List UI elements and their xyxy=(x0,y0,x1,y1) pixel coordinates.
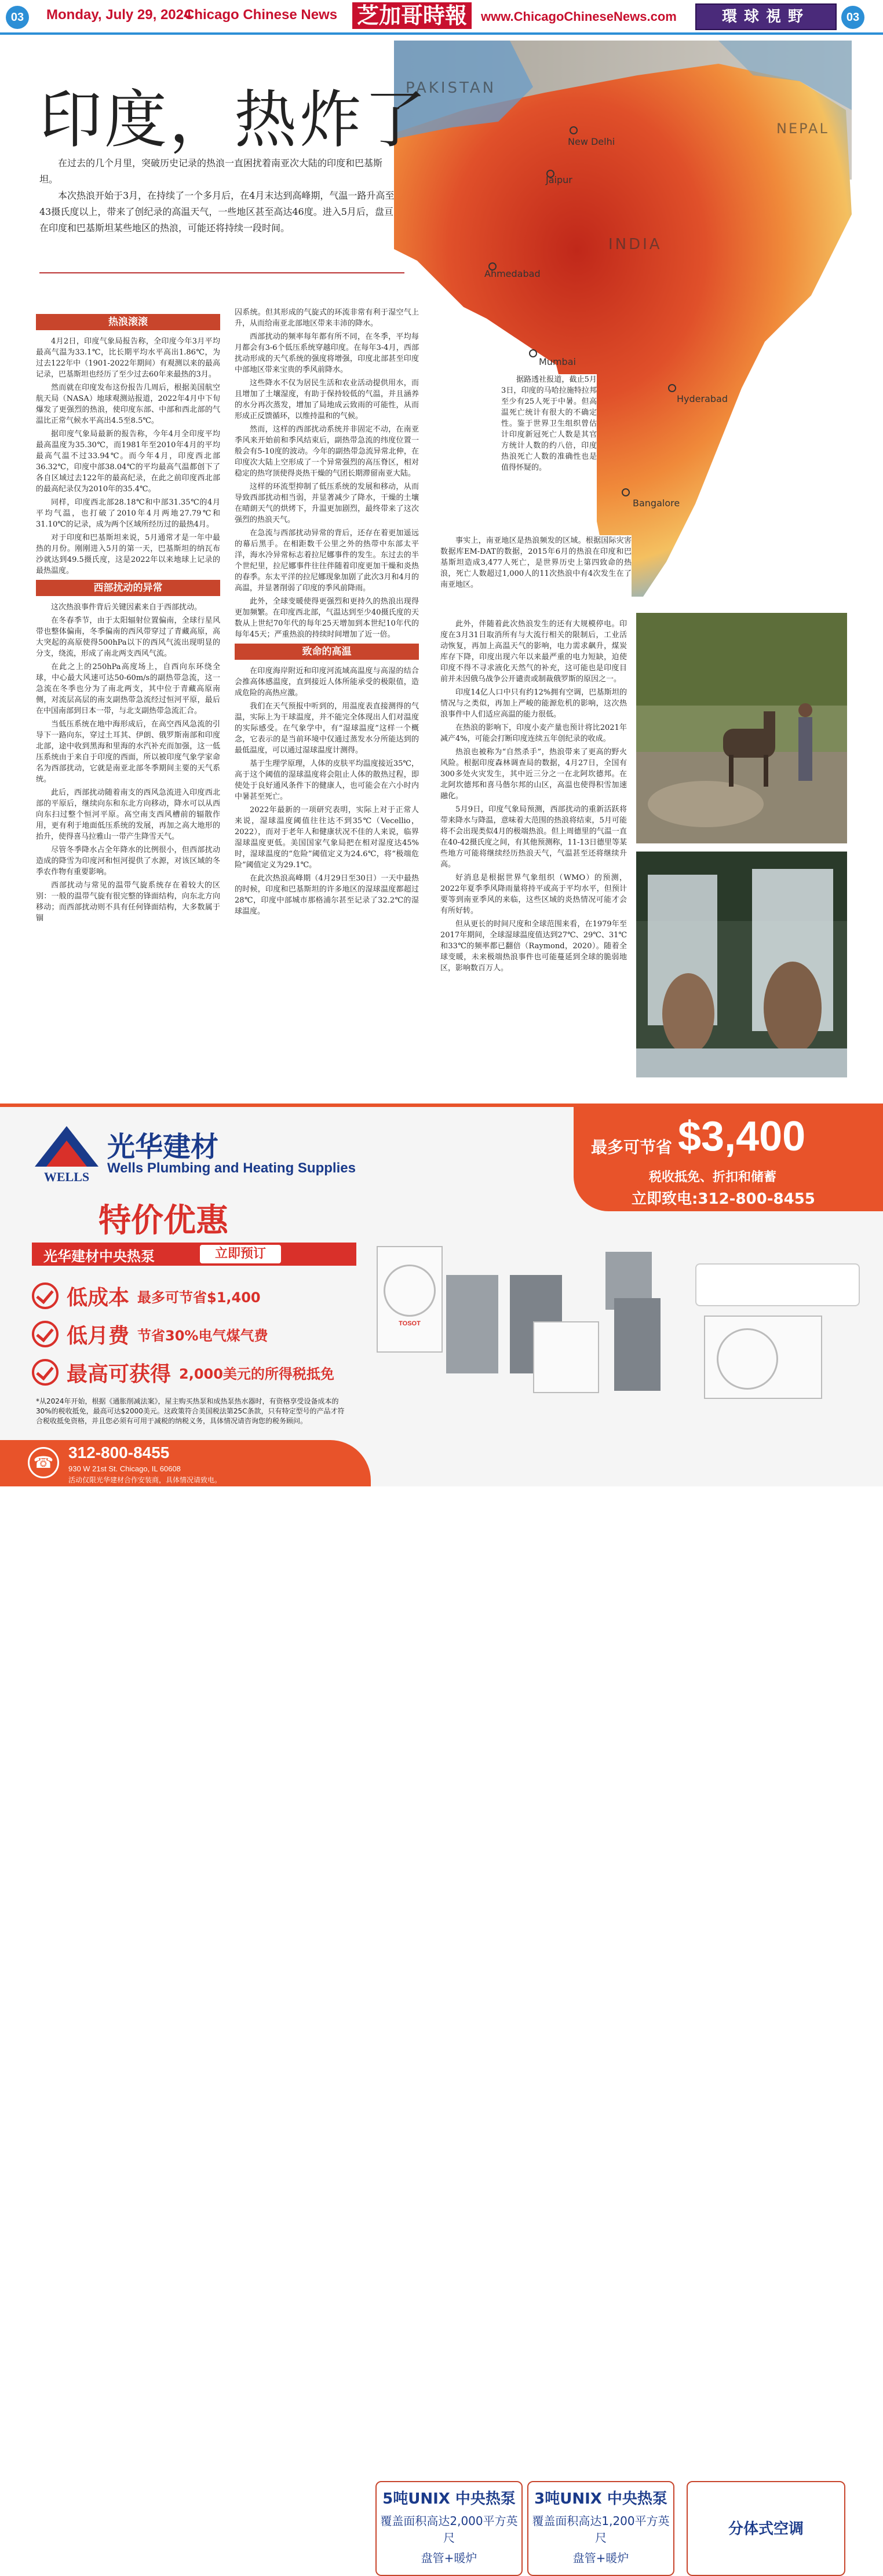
call-now-text[interactable]: 立即致电:312-800-8455 xyxy=(632,1190,815,1208)
feature-sub: 最多可节省$1,400 xyxy=(137,1289,261,1306)
body-paragraph: 当低压系统在地中海形成后，在高空西风急流的引导下一路向东，穿过土耳其、伊朗、俄罗斯南部和印度北部，途中收到黑海和里海的水汽补充而加强，这一低压系统由于来自于印度的西面，所以被印度气象学家命名为西部扰动，它就是南亚北部冬季期间主要的天气系统。 xyxy=(36,720,220,784)
product-title: 5吨UNIX 中央热泵 xyxy=(382,2490,516,2508)
body-paragraph: 这样的环流型抑制了低压系统的发展和移动，从而导致西部扰动相当弱，并显著减少了降水，干燥的土壤在晴朗天气的烘烤下，升温更加剧烈，最终带来了这次强烈的热浪天气。 xyxy=(235,483,419,524)
split-ac-indoor-unit xyxy=(695,1263,860,1306)
feature-sub: 节省30%电气煤气费 xyxy=(137,1327,268,1344)
body-paragraph: 这次热浪事件背后关键因素来自于西部扰动。 xyxy=(51,603,202,612)
lead-paragraph: 在过去的几个月里，突破历史记录的热浪一直困扰着南亚次大陆的印度和巴基斯坦。 xyxy=(39,158,383,185)
man-figure xyxy=(764,962,822,1054)
lead-paragraph: 本次热浪开始于3月，在持续了一个多月后，在4月末达到高峰期，气温一路升高至43摄氏度以上，带来了创纪录的高温天气，一些地区甚至高达46度。进入5月后，盘亘在印度和巴基斯坦某些地区的热浪，可能还将持续一段时间。 xyxy=(39,190,395,233)
body-paragraph: 在热浪的影响下，印度小麦产量也预计将比2021年减产4%，可能会打断印度连续五年创纪录的收成。 xyxy=(440,724,627,743)
label-india: INDIA xyxy=(608,236,662,253)
product-title: 分体式空调 xyxy=(728,2520,804,2538)
fine-print: *从2024年开始，根据《通胀削减法案》，屋主购买热泵和成热泵热水器时，有资格享受设备成本的30%的税收抵免，最高可达$2000美元。这政策符合美国税法第25C条款，只有特定型号的产品才符合税收抵免资格，并且您必须有可用于减税的纳税义务，具体情况请咨询您的税务顾问。 xyxy=(36,1397,345,1425)
body-paragraph: 这些降水不仅为居民生活和农业活动提供用水，而且增加了土壤湿度，有助于保持较低的气温，并且涵养的水分再次蒸发，增加了局地成云致雨的可能性，从而形成正反馈循环，以维持温和的气候。 xyxy=(235,379,419,421)
furnace-unit xyxy=(446,1275,498,1373)
promo-bar-text: 光华建材中央热泵 xyxy=(43,1248,155,1265)
feature-sub: 2,000美元的所得税抵免 xyxy=(179,1365,334,1382)
body-paragraph: 2022年最新的一项研究表明，实际上对于正常人来说，湿球温度阈值往往达不到35℃（Vecellio，2022），而对于老年人和健康状况不佳的人来说，临界湿球温度更低。美国国家气象局把在相对湿度达45%时，湿球温度的“危险”阈值定义为24.6℃，将“极端危险”阈值定义为29.1℃。 xyxy=(235,806,419,869)
product-card-3ton[interactable] xyxy=(527,2481,674,2576)
body-paragraph: 基于生理学原理，人体的皮肤平均温度接近35℃，高于这个阈值的湿球温度将会阻止人体的散热过程，即使处于良好通风条件下的健康人，也可能会在六小时内中暑甚至死亡。 xyxy=(235,759,419,801)
body-paragraph: 此外，伴随着此次热浪发生的还有大规模停电。印度在3月31日取消所有与大流行相关的限制后，工业活动恢复，再加上高温天气的影响，电力需求飙升，煤炭库存下降，印度出现六年以来最严重的电力短缺，迫使印度不得不寻求液化天然气的补充，这可能也是印度目前并未因俄乌战争公开谴责或制裁俄罗斯的原因之一。 xyxy=(440,620,627,684)
savings-banner xyxy=(574,1107,883,1211)
masthead xyxy=(0,0,883,32)
feature-main: 最高可获得 xyxy=(67,1362,172,1386)
savings-label: 最多可节省 xyxy=(591,1138,673,1157)
logo-text: WELLS xyxy=(43,1170,90,1184)
column-3-top xyxy=(501,374,597,534)
book-now-button[interactable]: 立即预订 xyxy=(200,1245,281,1263)
body-paragraph: 在此之上的250hPa高度场上，自西向东环绕全球，中心最大风速可达50-60m/s的副热带急流，这一急流在冬季也分为了南北两支，其中位于青藏高原南侧，对流层高层的南支副热带急流经过恒河平原，最后在中国南部到日本一带，与北支副热带急流汇合。 xyxy=(36,663,220,715)
label-jaipur: Jaipur xyxy=(546,174,572,185)
body-paragraph: 好消息是根据世界气象组织（WMO）的预测，2022年夏季季风降雨量将持平或高于平均水平，但预计要等到南亚季风的来临，这些区域的炎热情况可能才会有所好转。 xyxy=(440,874,627,915)
feature-tax-credit xyxy=(32,1356,334,1389)
body-paragraph: 5月9日，印度气象局预测，西部扰动的重新活跃将带来降水与降温，意味着大范围的热浪将结束，5月可能将不会出现类似4月的极端热浪。但上周德里的气温一直在40-42摄氏度之间，有其他预测称，11-13日德里等某些地方可能将继续经历热浪天气，气温甚至还将继续升高。 xyxy=(440,805,627,869)
feature-low-monthly xyxy=(32,1318,268,1350)
body-paragraph: 然而就在印度发布这份报告几周后，根据美国航空航天局（NASA）地球观测站报道，2022年4月中下旬爆发了更强烈的热浪，使印度东部、中部和西北部的气温比正常气候水平高出4.5至8.5℃。 xyxy=(36,383,220,425)
lead-divider xyxy=(39,272,404,273)
label-nepal: NEPAL xyxy=(776,120,829,137)
body-paragraph: 4月2日，印度气象局报告称，全印度今年3月平均最高气温为33.1℃，比长期平均水平高出1.86℃，为过去122年中（1901-2022年期间）有观测以来的最高记录，巴基斯坦也经历了至少过去60年来最热的3月。 xyxy=(36,337,220,379)
product-card-5ton[interactable] xyxy=(375,2481,523,2576)
body-paragraph: 尽管冬季降水占全年降水的比例很小，但西部扰动造成的降雪为印度河和恒河提供了水源，对该区域的冬季农作物有重要影响。 xyxy=(36,846,220,876)
paper-name-cn: 芝加哥時報 xyxy=(352,2,472,29)
body-paragraph: 此外，全球变暖使得更强烈和更持久的热浪出现得更加频繁。在印度西北部，气温达到至少40摄氏度的天数从上世纪70年代的每年25天增加到本世纪10年代的每年45天；严重热浪的持续时间增加了近一倍。 xyxy=(235,597,419,639)
section-heading-heatwave: 热浪滚滚 xyxy=(36,314,220,330)
article-lead xyxy=(39,155,399,236)
label-mumbai: Mumbai xyxy=(539,356,576,367)
body-paragraph: 西部扰动与常见的温带气旋系统存在着较大的区别：一般的温带气旋有很完整的锋面结构，向东北方向移动；而西部扰动则不具有任何锋面结构，大多数属于锢 xyxy=(36,881,220,923)
body-paragraph: 热浪也被称为“自然杀手”，热浪带来了更高的野火风险。根据印度森林调查局的数据，4月27日，全国有300多处火灾发生，其中近三分之一在北阿坎德邦。在北阿坎德邦和喜马偕尔邦的山区，高温也使得积雪加速融化。 xyxy=(440,748,627,801)
issue-date: Monday, July 29, 2024 xyxy=(46,7,192,23)
header-divider xyxy=(0,32,883,35)
heat-pump-outdoor-unit xyxy=(533,1321,599,1393)
unit-brand: TOSOT xyxy=(399,1320,421,1327)
body-paragraph: 同样，印度西北部28.18℃和中部31.35℃的4月平均气温，也打破了2010年4月两地27.79℃和31.10℃的记录，成为两个区域所经历过的最热4月。 xyxy=(36,498,220,529)
paper-name-en: Chicago Chinese News xyxy=(184,7,338,23)
section-heading-western-disturbance: 西部扰动的异常 xyxy=(36,580,220,596)
phone-icon: ☎ xyxy=(28,1447,59,1478)
address-note: 活动仅限光华建材合作安装商，具体情况请致电。 xyxy=(68,1476,222,1484)
label-new-delhi: New Delhi xyxy=(568,136,615,147)
page-number-left: 03 xyxy=(6,6,29,29)
body-paragraph: 在急流与西部扰动异常的背后，还存在着更加遥远的幕后黑手。在相距数千公里之外的热带中东部太平洋，海水冷异常标志着拉尼娜事件的发生。东过去的半个世纪里，拉尼娜事件往往伴随着印度更加干燥和炎热的春季。东太平洋的拉尼娜现象加剧了此次3月和4月的高温，并显著削弱了印度的季风前降雨。 xyxy=(235,529,419,593)
feature-main: 低月费 xyxy=(67,1324,130,1348)
column-2 xyxy=(235,307,419,1104)
man-figure xyxy=(662,973,714,1054)
check-icon xyxy=(32,1359,59,1386)
product-title: 3吨UNIX 中央热泵 xyxy=(534,2490,667,2508)
check-icon xyxy=(32,1321,59,1347)
paper-url[interactable]: www.ChicagoChineseNews.com xyxy=(481,9,677,24)
feature-low-cost xyxy=(32,1280,261,1312)
furnace-unit xyxy=(614,1298,661,1391)
address: 930 W 21st St. Chicago, IL 60608 xyxy=(68,1464,181,1473)
product-detail: 覆盖面积高达2,000平方英尺 xyxy=(380,2514,518,2545)
label-bangalore: Bangalore xyxy=(633,498,680,509)
product-detail: 盘管+暖炉 xyxy=(421,2551,477,2565)
savings-note: 税收抵免、折扣和储蓄 xyxy=(649,1170,777,1185)
body-paragraph: 在冬春季节，由于太阳辐射位置偏南，全球行星风带也整体偏南，冬季偏南的西风带穿过了青藏高原，高大突起的高原使得500hPa以下的西风气流出现明显的分支，绕流，形成了南北两支西风气流。 xyxy=(36,616,220,658)
contact-footer xyxy=(0,1440,371,1486)
body-paragraph: 事实上，南亚地区是热浪频发的区域。根据国际灾害数据库EM-DAT的数据，2015年6月的热浪在印度和巴基斯坦造成3,477人死亡，是世界历史上第四致命的热浪，死亡人数超过1,000人的11次热浪中有4次发生在了南亚地区。 xyxy=(440,536,632,589)
column-3-middle xyxy=(440,535,632,617)
person-figure xyxy=(798,717,812,781)
feature-main: 低成本 xyxy=(67,1285,130,1310)
section-tab: 環球視野 xyxy=(695,3,837,30)
split-ac-outdoor-unit xyxy=(704,1316,822,1399)
heat-pump-outdoor-unit xyxy=(377,1246,443,1353)
phone-number[interactable]: 312-800-8455 xyxy=(68,1444,170,1461)
body-paragraph: 对于印度和巴基斯坦来说，5月通常才是一年中最热的月份。刚刚进入5月的第一天，巴基斯坦的纳瓦布沙就达到49.5摄氏度，这是2022年以来地球上记录的最热温度。 xyxy=(36,534,220,575)
check-icon xyxy=(32,1282,59,1309)
body-paragraph: 据路透社报道，截止5月3日，印度的马哈拉施特拉邦至少有25人死于中暑。但高温死亡统计有很大的不确定性。鉴于世界卫生组织曾估计印度新冠死亡人数是其官方统计人数的约八倍，印度热浪死亡人数的准确性也是值得怀疑的。 xyxy=(501,375,597,472)
photo-men-cooling-in-water xyxy=(636,852,847,1077)
body-paragraph: 在此次热浪高峰期（4月29日至30日）一天中最热的时候，印度和巴基斯坦的许多地区的湿球温度都超过28℃，印度中部城市那格浦尔甚至记录了32.2℃的湿球温度。 xyxy=(235,874,419,916)
body-paragraph: 但从更长的时间尺度和全球范围来看，在1979年至2017年期间，全球湿球温度值达到27℃、29℃、31℃和33℃的频率都已翻倍（Raymond，2020）。随着全球变暖，未来极端热浪事件也可能蔓延到全球的脆弱地区，影响数百万人。 xyxy=(440,920,627,973)
label-pakistan: PAKISTAN xyxy=(406,79,497,97)
body-paragraph: 此后，西部扰动随着南支的西风急流进入印度西北部的平原后，继续向东和东北方向移动，降水可以从西向东扫过整个恒河平原。高空南支西风槽前的辐散作用，更有利于地面低压系统的发展，再加之高大地形的抬升，使得喜马拉雅山一带产生降雪天气。 xyxy=(36,788,220,841)
brand-name-cn: 光华建材 xyxy=(107,1131,219,1163)
promo-bar xyxy=(32,1243,356,1266)
label-hyderabad: Hyderabad xyxy=(677,393,728,404)
brand-name-en: Wells Plumbing and Heating Supplies xyxy=(107,1160,356,1176)
photo-donkey-dry-riverbed xyxy=(636,613,847,843)
product-detail: 盘管+暖炉 xyxy=(572,2551,629,2565)
body-paragraph: 印度14亿人口中只有约12%拥有空调，巴基斯坦的情况与之类似，再加上严峻的能源危机的影响，这次热浪事件中人们适应高温的能力很低。 xyxy=(440,688,627,719)
section-heading-deadly-heat: 致命的高温 xyxy=(235,644,419,660)
body-paragraph: 西部扰动的频率每年都有所不同，在冬季，平均每月都会有3-6个低压系统穿越印度。在每年3-4月，西部扰动形成的天气系统的强度将增强，印度北部甚至印度中部地区带来宝贵的季风前降水。 xyxy=(235,332,419,374)
advertisement[interactable] xyxy=(0,1104,883,2565)
body-paragraph: 在印度海岸附近和印度河流域高温度与高湿的结合会推高体感温度，直到接近人体所能承受的极限值，造成危险的高热应激。 xyxy=(235,667,419,697)
body-paragraph: 然而，这样的西部扰动系统并非固定不动，在南亚季风来开始前和季风结束后，副热带急流的纬度位置一般会有5-10度的波动。今年的副热带急流异常北伸，在印度次大陆上空形成了一个异常强烈的高压脊区，相对稳定的热穹顶使得炎热干燥的气团长期滞留南亚大陆。 xyxy=(235,425,419,478)
page-number-right: 03 xyxy=(841,6,864,29)
savings-amount: $3,400 xyxy=(678,1113,806,1160)
label-ahmedabad: Ahmedabad xyxy=(484,268,541,279)
column-3-lower xyxy=(440,619,627,1099)
body-paragraph: 囚系统。但其形成的气旋式的环流非常有利于湿空气上升，从而给南亚北部地区带来丰沛的降水。 xyxy=(235,308,419,328)
wells-logo-icon xyxy=(32,1123,101,1187)
body-paragraph: 我们在天气预报中听到的，用温度表直接测得的气温，实际上为干球温度，并不能完全体现出人们对温度的实际感受。在气象学中，有“湿球温度”这样一个概念，它表示的是当前环境中仅通过蒸发水分所能达到的最低温度，可以通过湿球温度计测得。 xyxy=(235,702,419,755)
body-paragraph: 据印度气象局最新的报告称，今年4月全印度平均最高温度为35.30℃，而1981年至2010年4月的平均最高气温不过33.94℃。而今年4月，印度西北部36.32℃，印度中部38.04℃的平均最高气温都创下了各自区域过去122年的最高纪录，在此之前印度西北部的最高纪录仅为2010年的35.4℃。 xyxy=(36,430,220,494)
product-card-split-ac[interactable] xyxy=(687,2481,845,2576)
product-detail: 覆盖面积高达1,200平方英尺 xyxy=(532,2514,670,2545)
promo-title: 特价优惠 xyxy=(98,1202,228,1240)
article-title: 印度，热炸了 xyxy=(39,84,429,156)
column-1 xyxy=(36,310,220,1104)
